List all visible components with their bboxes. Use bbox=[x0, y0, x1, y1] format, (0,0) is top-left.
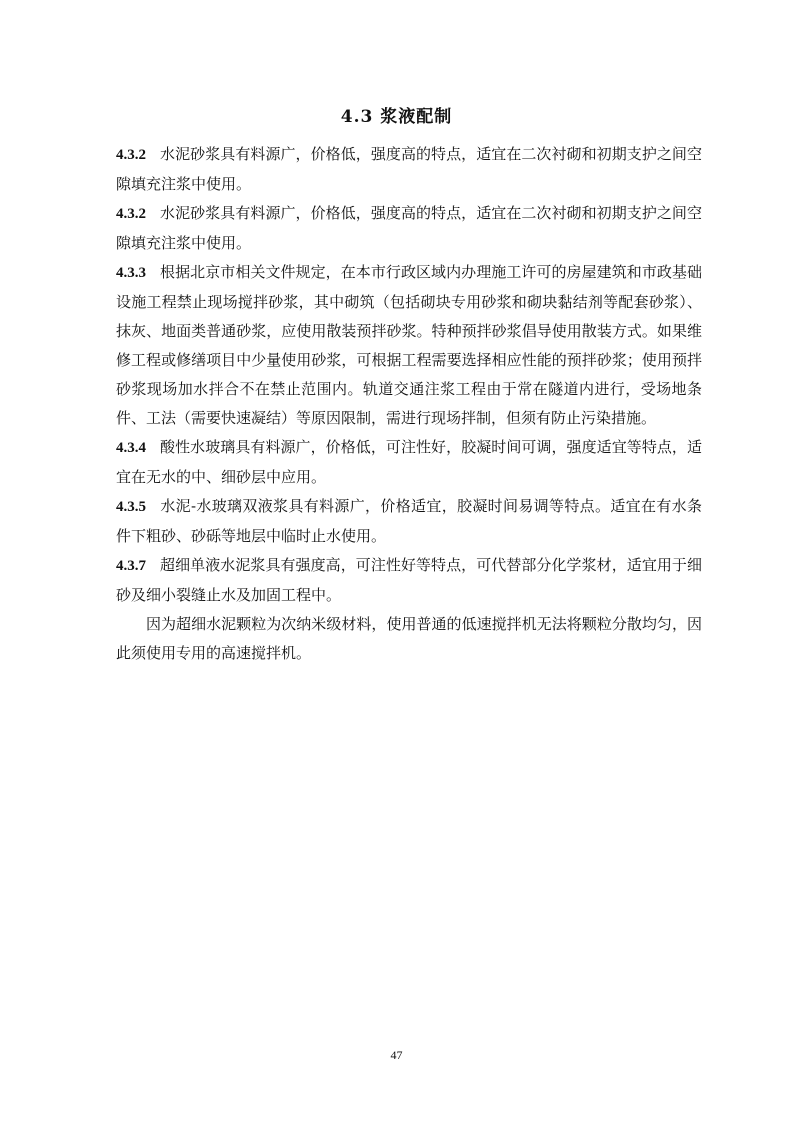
section-title: 4.3 浆液配制 bbox=[340, 107, 453, 127]
clause-text: 水泥砂浆具有料源广，价格低，强度高的特点，适宜在二次衬砌和初期支护之间空隙填充注浆中使用。 bbox=[116, 204, 702, 252]
clause-text: 水泥砂浆具有料源广，价格低，强度高的特点，适宜在二次衬砌和初期支护之间空隙填充注浆中使用。 bbox=[116, 145, 702, 193]
clause-4-3-2-first bbox=[116, 140, 702, 199]
clause-number: 4.3.2 bbox=[116, 147, 146, 163]
clause-number: 4.3.2 bbox=[116, 206, 146, 222]
page-number: 47 bbox=[390, 1048, 403, 1062]
clause-number: 4.3.7 bbox=[116, 558, 146, 574]
clause-number: 4.3.4 bbox=[116, 440, 146, 456]
clause-text: 水泥-水玻璃双液浆具有料源广，价格适宜，胶凝时间易调等特点。适宜在有水条件下粗砂、砂砾等地层中临时止水使用。 bbox=[116, 497, 702, 545]
clause-4-3-7 bbox=[116, 551, 702, 610]
clause-4-3-3 bbox=[116, 258, 702, 433]
clause-4-3-5 bbox=[116, 492, 702, 551]
clause-4-3-2-second bbox=[116, 199, 702, 258]
clause-number: 4.3.5 bbox=[116, 499, 146, 515]
body-text bbox=[116, 140, 702, 668]
clause-text: 超细单液水泥浆具有强度高，可注性好等特点，可代替部分化学浆材，适宜用于细砂及细小裂缝止水及加固工程中。 bbox=[116, 556, 702, 604]
clause-text: 酸性水玻璃具有料源广，价格低，可注性好，胶凝时间可调，强度适宜等特点，适宜在无水的中、细砂层中应用。 bbox=[116, 438, 702, 486]
clause-4-3-4 bbox=[116, 433, 702, 492]
clause-text: 根据北京市相关文件规定，在本市行政区域内办理施工许可的房屋建筑和市政基础设施工程禁止现场搅拌砂浆，其中砌筑（包括砌块专用砂浆和砌块黏结剂等配套砂浆）、抹灰、地面类普通砂浆，应使用散装预拌砂浆。特种预拌砂浆倡导使用散装方式。如果维修工程或修缮项目中少量使用砂浆，可根据工程需要选择相应性能的预拌砂浆；使用预拌砂浆现场加水拌合不在禁止范围内。轨道交通注浆工程由于常在隧道内进行，受场地条件、工法（需要快速凝结）等原因限制，需进行现场拌制，但须有防止污染措施。 bbox=[116, 263, 702, 427]
clause-number: 4.3.3 bbox=[116, 265, 146, 281]
note-paragraph: 因为超细水泥颗粒为次纳米级材料，使用普通的低速搅拌机无法将颗粒分散均匀，因此须使用专用的高速搅拌机。 bbox=[116, 615, 702, 662]
